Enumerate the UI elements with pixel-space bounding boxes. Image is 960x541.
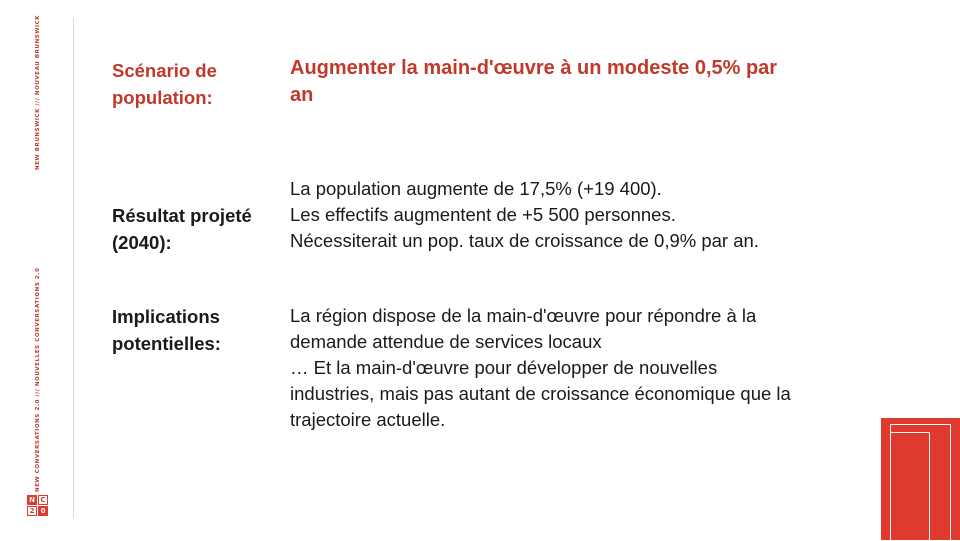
logo-letter-c: C — [38, 495, 48, 505]
scenario-label-line: Scénario de — [112, 60, 217, 81]
implications-label-line: Implications — [112, 306, 220, 327]
scenario-label — [112, 57, 217, 111]
implications-line: La région dispose de la main-d'œuvre pour répondre à la — [290, 305, 757, 326]
nc20-logo — [27, 495, 49, 517]
implications-line: demande attendue de services locaux — [290, 331, 602, 352]
logo-letter-0: 0 — [38, 506, 48, 516]
result-value — [290, 176, 930, 254]
result-label-line: (2040): — [112, 232, 172, 253]
result-label — [112, 202, 252, 256]
implications-line: industries, mais pas autant de croissance économique que la — [290, 383, 791, 404]
scenario-value-line: Augmenter la main-d'œuvre à un modeste 0,5% par — [290, 57, 778, 79]
logo-letter-2: 2 — [27, 506, 37, 516]
implications-label — [112, 303, 221, 357]
scenario-value — [290, 55, 910, 109]
implications-line: trajectoire actuelle. — [290, 409, 446, 430]
result-line: Les effectifs augmentent de +5 500 personnes. — [290, 204, 676, 225]
sidebar-divider — [73, 18, 74, 518]
logo-letter-n: N — [27, 495, 37, 505]
sidebar-brand-text: NEW BRUNSWICK /// NOUVEAU BRUNSWICK — [35, 14, 41, 170]
result-label-line: Résultat projeté — [112, 205, 252, 226]
corner-decoration-outline — [890, 432, 930, 541]
result-line: La population augmente de 17,5% (+19 400). — [290, 178, 662, 199]
corner-decoration — [881, 418, 960, 540]
result-line: Nécessiterait un pop. taux de croissance de 0,9% par an. — [290, 230, 759, 251]
implications-value — [290, 303, 930, 433]
implications-line: … Et la main-d'œuvre pour développer de nouvelles — [290, 357, 718, 378]
scenario-value-line: an — [290, 84, 314, 106]
sidebar-series-text: NEW CONVERSATIONS 2.0 /// NOUVELLES CONVERSATIONS 2.0 — [35, 267, 41, 493]
scenario-label-line: population: — [112, 87, 213, 108]
implications-label-line: potentielles: — [112, 333, 221, 354]
